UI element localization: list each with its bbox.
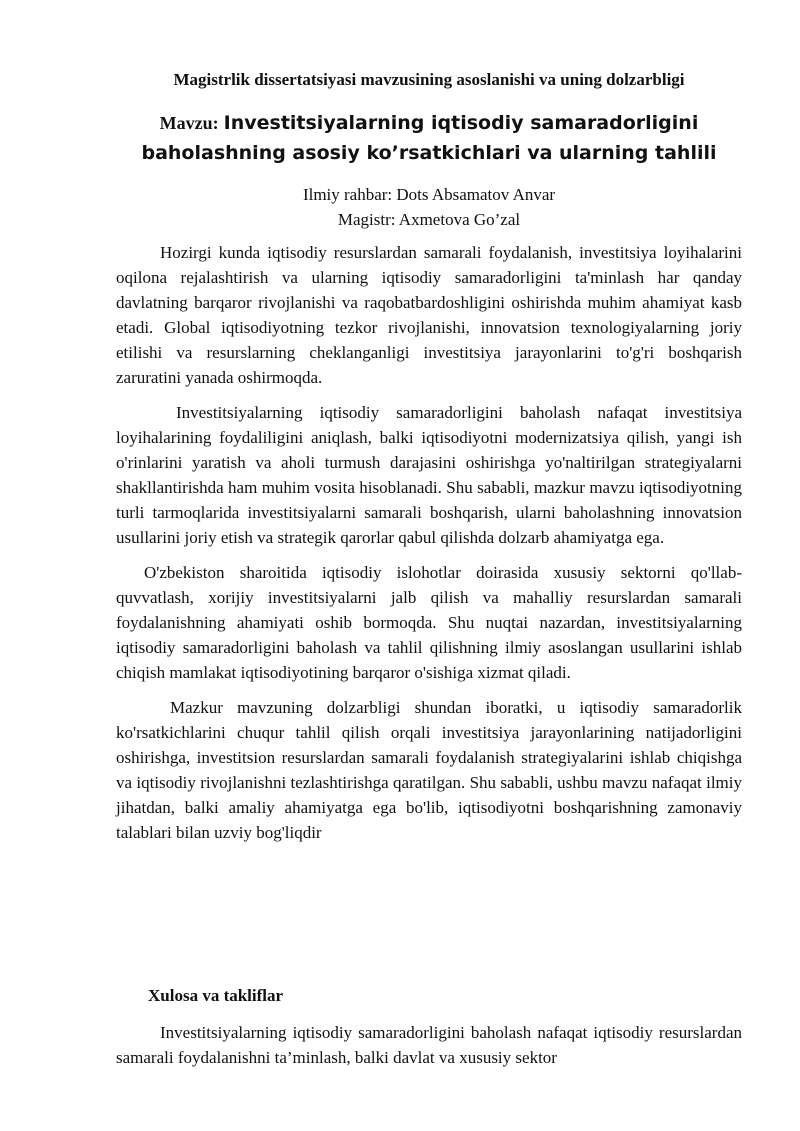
credits-block [116,182,742,232]
conclusion-paragraph: Investitsiyalarning iqtisodiy samaradorligini baholash nafaqat iqtisodiy resurslardan samarali foydalanishni ta’minlash, balki davlat va xususiy sektor [116,1023,742,1067]
paragraph-4: Mazkur mavzuning dolzarbligi shundan iboratki, u iqtisodiy samaradorlik ko'rsatkichlarini chuqur tahlil qilish orqali investitsiya jarayonlarining natijadorligini oshirishga, investitsion resurslardan samarali foydalanish strategiyalarini ishlab chiqishga va iqtisodiy rivojlanishni tezlashtirishga qaratilgan. Shu sababli, ushbu mavzu nafaqat ilmiy jihatdan, balki amaliy ahamiyatga ega bo'lib, iqtisodiyotni boshqarishning zamonaviy talablari bilan uzviy bog'liqdir [116,698,742,842]
topic-block [116,108,742,168]
paragraph-3: O'zbekiston sharoitida iqtisodiy islohotlar doirasida xususiy sektorni qo'llab-quvvatlash, xorijiy investitsiyalarni jalb qilish va mahalliy resurslardan samarali foydalanishning ahamiyati oshib bormoqda. Shu nuqtai nazardan, investitsiyalarning iqtisodiy samaradorligini baholash va tahlil qilishning ilmiy asoslangan usullarini ishlab chiqish mamlakat iqtisodiyotining barqaror o'sishiga xizmat qiladi. [116,563,742,682]
paragraph-1: Hozirgi kunda iqtisodiy resurslardan samarali foydalanish, investitsiya loyihalarini oqilona rejalashtirish va ularning iqtisodiy samaradorligini ta'minlash har qanday davlatning barqaror rivojlanishi va raqobatbardoshligini oshirishda muhim ahamiyat kasb etadi. Global iqtisodiyotning tezkor rivojlanishi, innovatsion texnologiyalarning joriy etilishi va resurslarning cheklanganligi investitsiya jarayonlarini to'g'ri boshqarish zaruratini yanada oshirmoqda. [116,243,742,387]
topic-label: Mavzu: [159,113,219,133]
topic-title: Investitsiyalarning iqtisodiy samaradorligini baholashning asosiy ko’rsatkichlari va ularning tahlili [141,112,717,164]
student-line: Magistr: Axmetova Go’zal [337,210,521,229]
section-title: Xulosa va takliflar [148,986,284,1005]
conclusion-text [116,1020,742,1080]
document-heading: Magistrlik dissertatsiyasi mavzusining asoslanishi va uning dolzarbligi [173,70,685,89]
body-text [116,240,742,855]
paragraph-2: Investitsiyalarning iqtisodiy samaradorligini baholash nafaqat investitsiya loyihalarining foydaliligini aniqlash, balki iqtisodiyotni modernizatsiya qilish, yangi ish o'rinlarini yaratish va aholi turmush darajasini oshirishga yo'naltirilgan strategiyalarni shakllantirishda ham muhim vosita hisoblanadi. Shu sababli, mazkur mavzu iqtisodiyotning turli tarmoqlarida investitsiyalarni samarali boshqarish, ularni baholashning innovatsion usullarini joriy etish va strategik qarorlar qabul qilishda dolzarb ahamiyatga ega. [116,403,742,547]
supervisor-line: Ilmiy rahbar: Dots Absamatov Anvar [302,185,556,204]
